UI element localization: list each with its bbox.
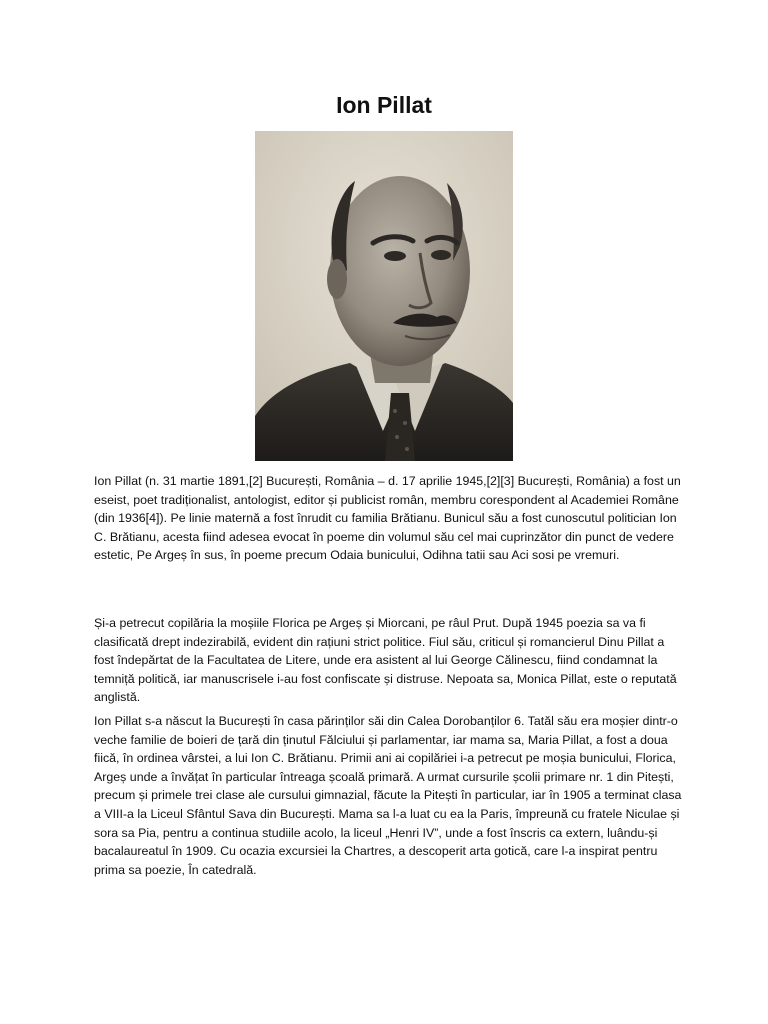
paragraph-biography: Ion Pillat (n. 31 martie 1891,[2] București, România – d. 17 aprilie 1945,[2][3] București, România) a fost un eseist, poet tradiționalist, antologist, editor și publicist român, membru corespondent al Academiei Române (din 1936[4]). Pe linie maternă a fost înrudit cu familia Brătianu. Bunicul său a fost cunoscutul politician Ion C. Brătianu, acesta fiind adesea evocat în poeme din volumul său cel mai cuprinzător din punct de vedere estetic, Pe Argeș în sus, în poeme precum Odaia bunicului, Odihna tatii sau Aci sosi pe vremuri. [94,474,681,563]
document-title: Ion Pillat [336,92,432,118]
portrait-photo [255,131,513,461]
paragraph-education: Ion Pillat s-a născut la București în casa părinților săi din Calea Dorobanților 6. Tatăl său era moșier dintr-o veche familie de boieri de țară din ținutul Fălciului și parlamentar, iar mama sa, Maria Pillat, a fost a doua fiică, în ordinea vârstei, a lui Ion C. Brătianu. Primii ani ai copilăriei i-a petrecut pe moșia bunicului, Florica, Argeș unde a învățat în particular întreaga școală primară. A urmat cursurile școlii primare nr. 1 din Pitești, precum și primele trei clase ale cursului gimnazial, făcute la Pitești în particular, iar în 1905 a terminat clasa a VIII-a la Liceul Sfântul Sava din București. Mama sa l-a luat cu ea la Paris, împreună cu fratele Niculae și sora sa Pia, pentru a continua studiile acolo, la liceul „Henri IV”, unde a fost înscris ca extern, luându-și bacalaureatul în 1909. Cu ocazia excursiei la Chartres, a descoperit arta gotică, care l-a inspirat pentru prima sa poezie, În catedrală. [94,714,682,877]
paragraph-childhood: Și-a petrecut copilăria la moșiile Florica pe Argeș și Miorcani, pe râul Prut. După 1945 poezia sa va fi clasificată drept indezirabilă, evident din rațiuni strict politice. Fiul său, criticul și romancierul Dinu Pillat a fost îndepărtat de la Facultatea de Litere, unde era asistent al lui George Călinescu, fiind condamnat la temniță politică, iar manuscrisele i-au fost confiscate și distruse. Nepoata sa, Monica Pillat, este o reputată anglistă. [94,616,677,705]
